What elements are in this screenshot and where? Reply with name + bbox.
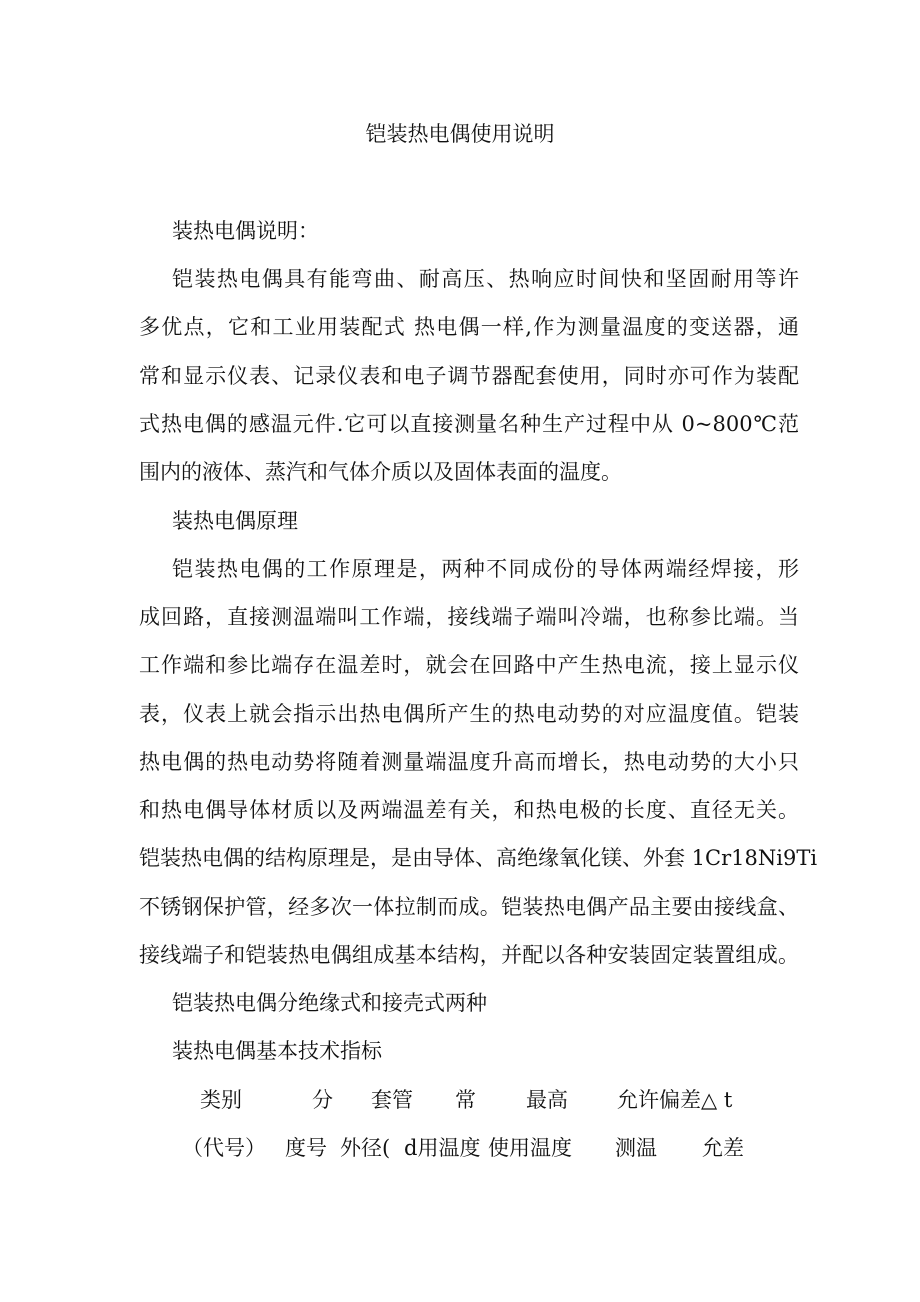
- paragraph-line: 铠装热电偶的结构原理是，是由导体、高绝缘氧化镁、外套 1Cr18Ni9Ti: [139, 846, 818, 870]
- paragraph-line: 接线端子和铠装热电偶组成基本结构，并配以各种安装固定装置组成。: [139, 943, 799, 967]
- paragraph-line: 铠装热电偶具有能弯曲、耐高压、热响应时间快和坚固耐用等许: [172, 267, 799, 291]
- paragraph-line: 和热电偶导体材质以及两端温差有关，和热电极的长度、直径无关。: [139, 798, 799, 822]
- section-heading-types: 铠装热电偶分绝缘式和接壳式两种: [172, 991, 487, 1015]
- paragraph-line: 常和显示仪表、记录仪表和电子调节器配套使用，同时亦可作为装配: [139, 364, 799, 388]
- table-header-cell: 最高: [526, 1088, 568, 1112]
- table-header-cell: 常: [455, 1088, 476, 1112]
- table-header-cell: 测温: [615, 1136, 657, 1160]
- paragraph-line: 工作端和参比端存在温差时，就会在回路中产生热电流，接上显示仪: [139, 653, 799, 677]
- table-header-cell: 套管: [371, 1088, 413, 1112]
- table-header-cell: （代号）: [182, 1136, 266, 1160]
- table-header-cell: 使用温度: [488, 1136, 572, 1160]
- document-title: 铠装热电偶使用说明: [365, 122, 555, 146]
- section-heading-specs: 装热电偶基本技术指标: [172, 1039, 382, 1063]
- paragraph-line: 不锈钢保护管，经多次一体拉制而成。铠装热电偶产品主要由接线盒、: [139, 895, 799, 919]
- table-header-cell: 度号: [285, 1136, 327, 1160]
- paragraph-line: 式热电偶的感温元件.它可以直接测量名种生产过程中从 0~800℃范: [139, 412, 799, 436]
- paragraph-line: 成回路，直接测温端叫工作端，接线端子端叫冷端，也称参比端。当: [139, 605, 799, 629]
- paragraph-line: 铠装热电偶的工作原理是，两种不同成份的导体两端经焊接，形: [172, 557, 799, 581]
- section-heading-description: 装热电偶说明：: [172, 219, 319, 243]
- paragraph-line: 多优点，它和工业用装配式 热电偶一样,作为测量温度的变送器，通: [139, 315, 799, 339]
- table-header-cell: 允差: [702, 1136, 744, 1160]
- table-header-cell: d用温度: [404, 1136, 481, 1160]
- paragraph-line: 围内的液体、蒸汽和气体介质以及固体表面的温度。: [139, 460, 622, 484]
- table-header-cell: 分: [312, 1088, 333, 1112]
- table-header-cell: 外径(: [340, 1136, 391, 1160]
- paragraph-line: 表，仪表上就会指示出热电偶所产生的热电动势的对应温度值。铠装: [139, 702, 799, 726]
- table-header-cell: 类别: [200, 1088, 242, 1112]
- table-header-cell: 允许偏差△ t: [617, 1088, 733, 1112]
- section-heading-principle: 装热电偶原理: [172, 509, 298, 533]
- paragraph-line: 热电偶的热电动势将随着测量端温度升高而增长，热电动势的大小只: [139, 750, 799, 774]
